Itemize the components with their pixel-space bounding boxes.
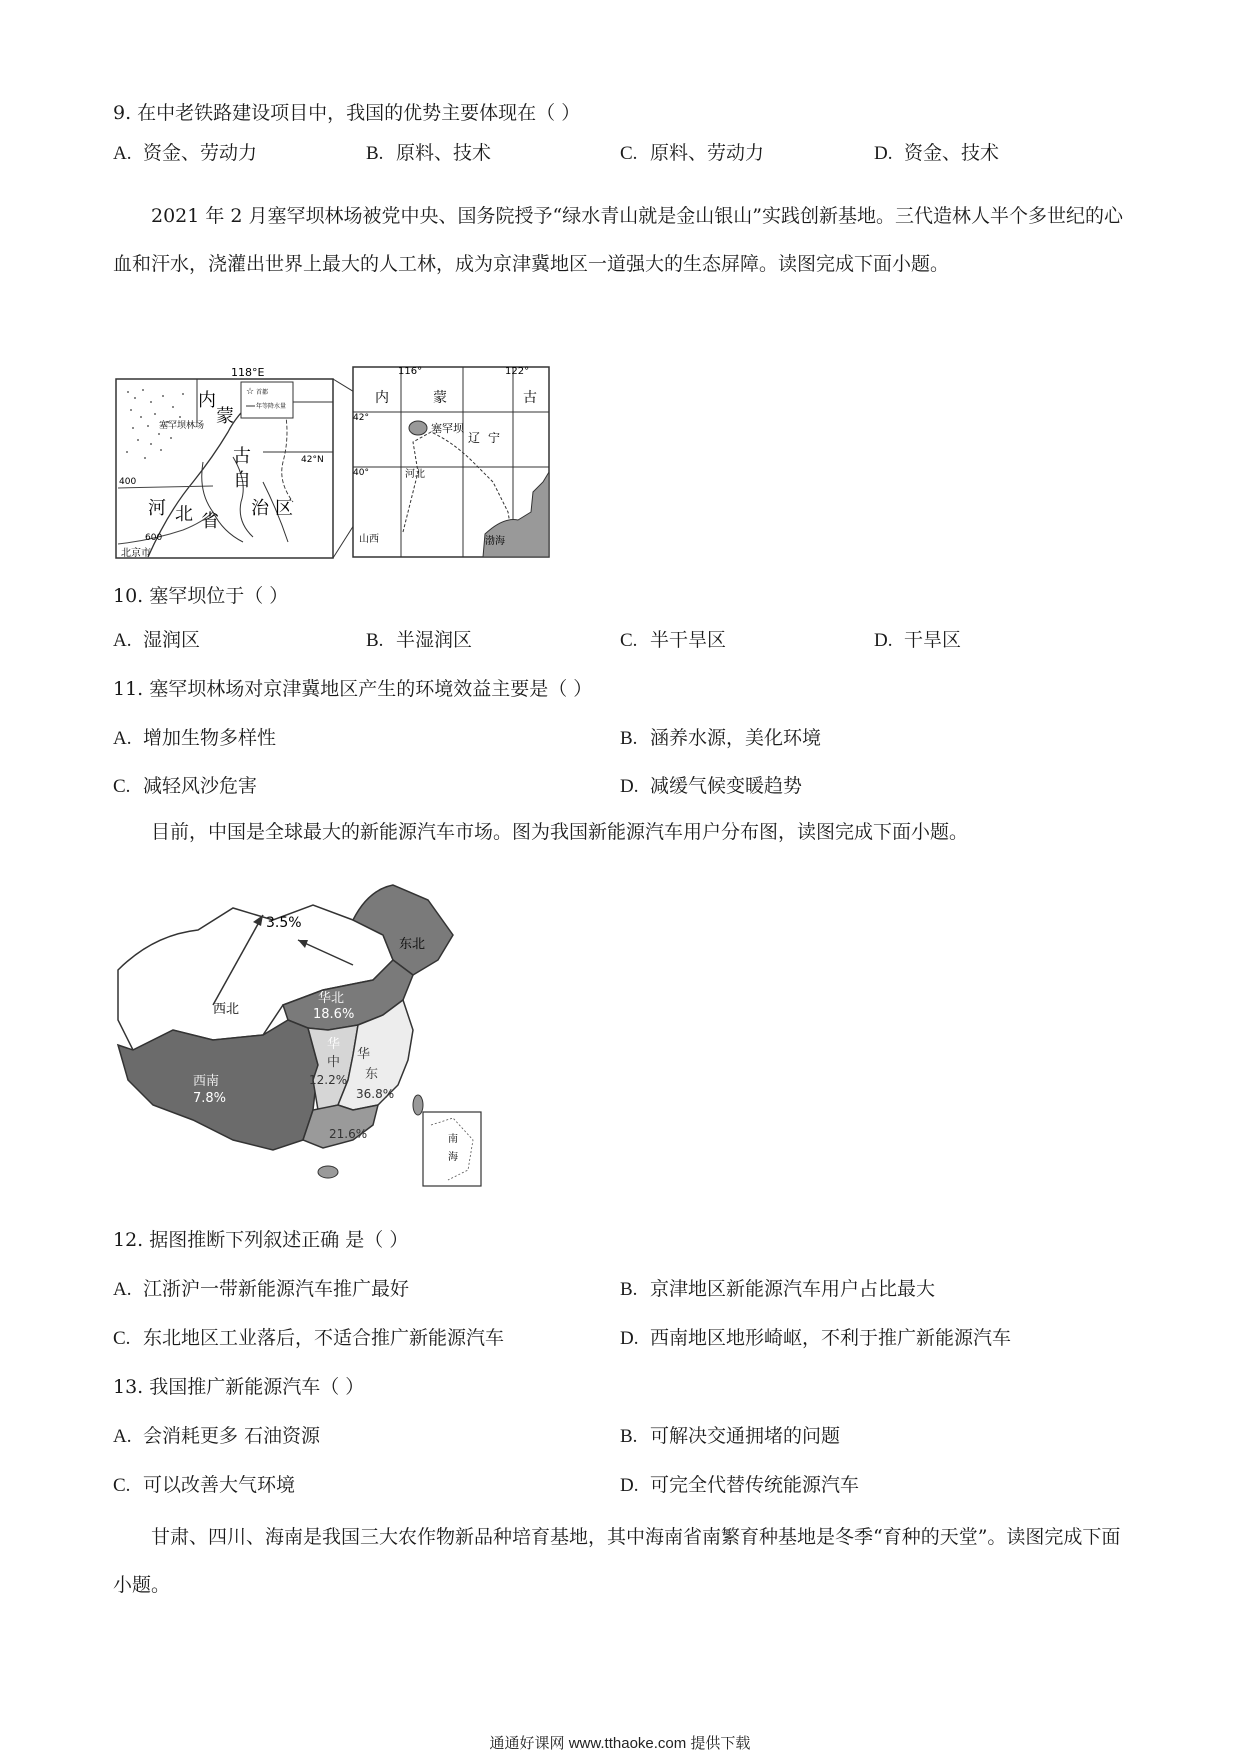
option-letter: B. [366,630,384,651]
q12-option-b[interactable] [620,1276,935,1303]
label-xinan-pct: 7.8% [193,1091,227,1106]
option-text: 京津地区新能源汽车用户占比最大 [650,1278,936,1300]
label-huadong-1: 华 [357,1047,371,1062]
q9-option-b[interactable] [366,140,491,167]
label-meng: 蒙 [216,406,234,427]
option-letter: D. [620,1475,639,1496]
q13-option-d[interactable] [620,1472,859,1499]
label-xibei: 西北 [213,1002,240,1017]
legend-isohyet: 年等降水量 [256,403,287,410]
label-huanan-pct: 21.6% [329,1127,368,1141]
question-9-stem: 9. 在中老铁路建设项目中，我国的优势主要体现在（ ） [113,102,581,124]
question-12-stem: 12. 据图推断下列叙述正确 是（ ） [113,1229,409,1251]
r-lat-42: 42° [353,413,369,423]
label-huazhong-1: 华 [327,1037,341,1052]
q10-option-a[interactable] [113,627,200,654]
q13-option-a[interactable] [113,1423,320,1450]
label-huazhong-2: 中 [327,1055,341,1070]
option-text: 半干旱区 [650,629,727,651]
option-text: 涵养水源，美化环境 [650,727,822,749]
option-letter: A. [113,143,132,164]
option-letter: C. [113,1328,131,1349]
taiwan-island [413,1095,423,1115]
passage-nev-text: 目前，中国是全球最大的新能源汽车市场。图为我国新能源汽车用户分布图，读图完成下面小题。 [151,821,969,843]
label-dongbei: 东北 [399,937,426,952]
option-letter: A. [113,1279,132,1300]
label-saihanba-forest: 塞罕坝林场 [159,421,205,431]
lon-116-label: 116° [398,366,423,377]
q11-option-a[interactable] [113,725,276,752]
label-huabei-pct: 18.6% [313,1007,355,1022]
passage-saihanba-text: 2021 年 2 月塞罕坝林场被党中央、国务院授予“绿水青山就是金山银山”实践创新基地。三代造林人半个多世纪的心血和汗水，浇灌出世界上最大的人工林，成为京津冀地区一道强大的生态屏障。读图完成下面小题。 [113,205,1123,275]
option-letter: D. [874,630,893,651]
option-text: 可完全代替传统能源汽车 [650,1474,860,1496]
passage-breeding [113,1513,1133,1609]
label-nw-pct: 3.5% [266,915,302,931]
r-label-meng: 蒙 [433,390,447,406]
inset-label-1: 南 [448,1134,458,1145]
saihanba-location-map [113,362,553,562]
q9-option-d[interactable] [874,140,999,167]
option-text: 会消耗更多 石油资源 [143,1425,321,1447]
option-letter: B. [366,143,384,164]
q12-option-d[interactable] [620,1325,1011,1352]
lat-42-label: 42°N [301,455,324,465]
lon-118-label: 118°E [231,366,265,379]
q9-option-a[interactable] [113,140,257,167]
label-huadong-pct: 36.8% [356,1087,395,1101]
label-he: 河 [148,498,166,519]
option-text: 西南地区地形崎岖，不利于推广新能源汽车 [650,1327,1012,1349]
label-bei: 北 [175,504,193,525]
label-huazhong-pct: 12.2% [309,1073,348,1087]
q11-option-c[interactable] [113,773,257,800]
option-text: 减缓气候变暖趋势 [650,775,803,797]
lon-122-label: 122° [505,366,530,377]
q12-option-c[interactable] [113,1325,504,1352]
option-letter: B. [620,728,638,749]
option-text: 资金、技术 [904,142,1000,164]
q9-option-c[interactable] [620,140,764,167]
inset-label-2: 海 [448,1152,458,1163]
legend-capital: 首都 [256,389,269,396]
option-letter: D. [620,776,639,797]
label-xinan: 西南 [193,1074,220,1089]
passage-nev [113,808,1133,856]
q12-option-a[interactable] [113,1276,409,1303]
option-text: 资金、劳动力 [143,142,258,164]
option-text: 湿润区 [143,629,201,651]
option-letter: B. [620,1279,638,1300]
option-letter: C. [113,776,131,797]
question-13-stem: 13. 我国推广新能源汽车（ ） [113,1376,365,1398]
r-lat-40: 40° [353,468,369,478]
label-huabei: 华北 [318,991,345,1006]
label-huadong-2: 东 [365,1067,379,1082]
option-text: 半湿润区 [396,629,473,651]
label-qu: 区 [275,498,293,519]
passage-saihanba [113,192,1133,288]
contour-400-label: 400 [119,477,137,487]
option-letter: B. [620,1426,638,1447]
passage-breeding-text: 甘肃、四川、海南是我国三大农作物新品种培育基地，其中海南省南繁育种基地是冬季“育种的天堂”。读图完成下面小题。 [113,1526,1121,1596]
r-label-nei: 内 [375,390,389,406]
question-11-stem: 11. 塞罕坝林场对京津冀地区产生的环境效益主要是（ ） [113,678,593,700]
option-letter: A. [113,728,132,749]
saihanba-marker [409,421,427,435]
label-sheng: 省 [201,511,219,532]
r-label-shanxi: 山西 [359,534,379,545]
nev-user-distribution-map [113,880,543,1210]
option-text: 可解决交通拥堵的问题 [650,1425,841,1447]
option-text: 东北地区工业落后，不适合推广新能源汽车 [143,1327,505,1349]
south-china-sea-inset [423,1112,481,1186]
star-icon: ☆ [246,387,255,397]
q13-option-c[interactable] [113,1472,295,1499]
footer-download-notice: 通通好课网 www.tthaoke.com 提供下载 [489,1735,751,1752]
option-text: 减轻风沙危害 [143,775,258,797]
r-label-ning: 宁 [488,431,501,445]
contour-600-label: 600 [145,533,163,543]
r-label-saihanba: 塞罕坝 [431,422,464,435]
option-letter: D. [874,143,893,164]
label-zhi: 治 [251,498,269,519]
option-letter: A. [113,630,132,651]
q11-option-d[interactable] [620,773,802,800]
option-letter: C. [620,143,638,164]
option-letter: A. [113,1426,132,1447]
hainan-island [318,1166,338,1178]
option-letter: D. [620,1328,639,1349]
q11-option-b[interactable] [620,725,821,752]
option-letter: C. [620,630,638,651]
q10-option-b[interactable] [366,627,472,654]
r-label-gu: 古 [523,390,537,406]
option-text: 原料、劳动力 [650,142,765,164]
q10-option-d[interactable] [874,627,961,654]
label-gu: 古 [233,446,251,467]
label-zi: 自 [233,470,251,491]
beijing-label: 北京市 [121,548,151,559]
option-text: 增加生物多样性 [143,727,277,749]
option-text: 原料、技术 [396,142,492,164]
option-text: 可以改善大气环境 [143,1474,296,1496]
r-label-hebei: 河北 [405,469,425,480]
question-10-stem: 10. 塞罕坝位于（ ） [113,585,289,607]
option-text: 干旱区 [904,629,962,651]
option-letter: C. [113,1475,131,1496]
q10-option-c[interactable] [620,627,726,654]
r-label-liao: 辽 [468,431,481,445]
r-label-bohai: 渤海 [485,536,505,547]
q13-option-b[interactable] [620,1423,840,1450]
option-text: 江浙沪一带新能源汽车推广最好 [143,1278,410,1300]
label-nei: 内 [198,390,216,411]
